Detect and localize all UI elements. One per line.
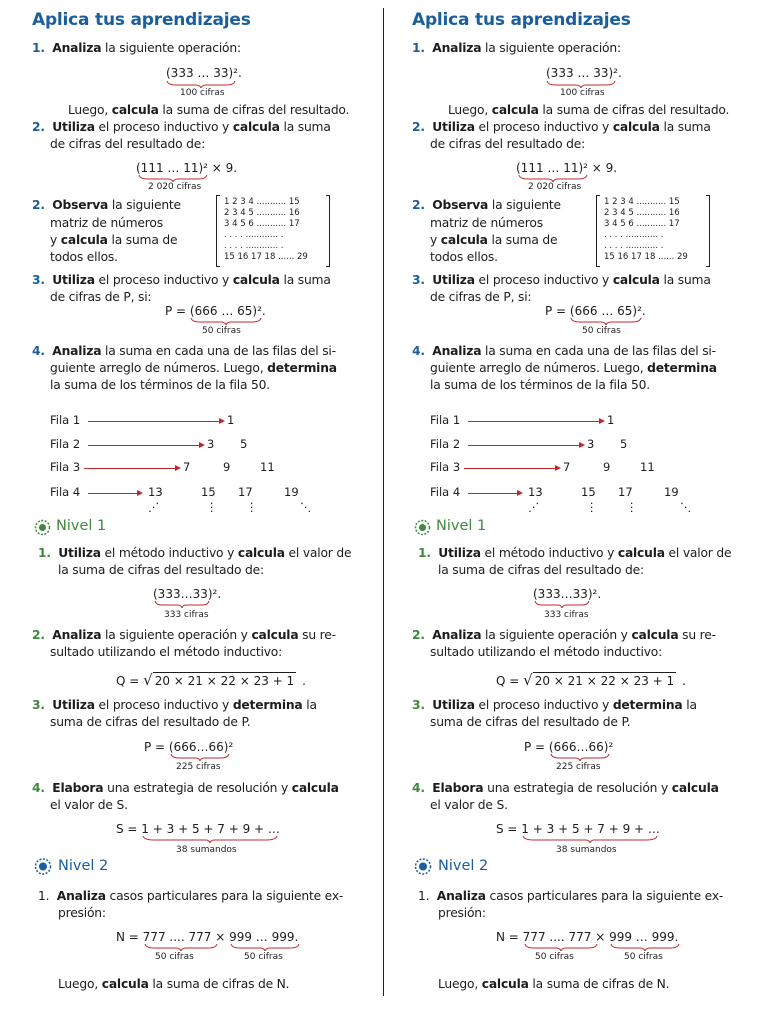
nivel-1-problem-3: 3. Utiliza el proceso inductivo y determina la xyxy=(412,698,697,712)
problem-text-line: de cifras de P, si: xyxy=(430,290,532,304)
nivel-1-icon xyxy=(414,519,431,536)
matrix-row: . . . . ............ . xyxy=(224,241,284,251)
matrix-row: 2 3 4 5 ........... 16 xyxy=(224,208,300,218)
fila-number: 7 xyxy=(183,460,191,474)
number-matrix xyxy=(216,195,330,267)
problem-1: 1. Analiza la siguiente operación: xyxy=(412,41,621,55)
fila-number: 1 xyxy=(227,413,235,427)
fila-label: Fila 1 xyxy=(50,413,81,427)
arrow-icon xyxy=(468,421,602,422)
formula: P = (666…66)² xyxy=(524,740,614,754)
arrow-icon xyxy=(88,493,140,494)
underbrace-label: 50 cifras xyxy=(244,952,283,962)
underbrace-label: 225 cifras xyxy=(556,762,601,772)
underbrace xyxy=(518,174,588,182)
problem-text-line: presión: xyxy=(438,906,486,920)
underbrace xyxy=(570,317,642,325)
fila-number: 3 xyxy=(587,437,595,451)
problem-2: 2. Utiliza el proceso inductivo y calcula la suma xyxy=(412,120,711,134)
problem-4: 3. Utiliza el proceso inductivo y calcula la suma xyxy=(32,273,331,287)
problem-text-line: la suma de los términos de la fila 50. xyxy=(50,378,270,392)
nivel-1-problem-2: 2. Analiza la siguiente operación y calcula su re- xyxy=(32,628,336,642)
nivel-1-problem-2: 2. Analiza la siguiente operación y calcula su re- xyxy=(412,628,716,642)
underbrace-label: 38 sumandos xyxy=(176,845,237,855)
underbrace-label: 38 sumandos xyxy=(556,845,617,855)
fila-number: 9 xyxy=(603,460,611,474)
arrow-icon xyxy=(468,445,582,446)
fila-number: 3 xyxy=(207,437,215,451)
problem-text: la siguiente operación: xyxy=(101,41,241,55)
nivel-1-label: Nivel 1 xyxy=(56,518,107,534)
underbrace-label: 50 cifras xyxy=(535,952,574,962)
underbrace-label: 50 cifras xyxy=(582,326,621,336)
problem-1 xyxy=(32,40,241,57)
problem-text-line: Luego, calcula la suma de cifras del resultado. xyxy=(68,103,350,117)
underbrace xyxy=(166,80,236,88)
matrix-row: . . . . ............ . xyxy=(604,230,664,240)
underbrace xyxy=(550,753,610,761)
matrix-row: . . . . ............ . xyxy=(224,230,284,240)
fila-number: 11 xyxy=(640,460,655,474)
fila-label: Fila 4 xyxy=(50,485,81,499)
fila-number: 1 xyxy=(607,413,615,427)
arrow-icon xyxy=(88,445,202,446)
underbrace xyxy=(142,835,278,843)
underbrace xyxy=(190,317,262,325)
underbrace xyxy=(154,600,210,608)
problem-text-line: matriz de números xyxy=(430,216,543,230)
problem-text-line: de cifras de P, si: xyxy=(50,290,152,304)
fila-number: 17 xyxy=(618,485,633,499)
formula: (333…33)². xyxy=(153,587,222,601)
fila-number: 13 xyxy=(528,485,543,499)
problem-number: 1. xyxy=(32,41,45,55)
underbrace xyxy=(524,943,598,951)
continuation-dots: ⋰ xyxy=(528,500,540,514)
fila-number: 7 xyxy=(563,460,571,474)
arrow-icon xyxy=(464,468,558,469)
problem-text-line: suma de cifras del resultado de P. xyxy=(50,715,251,729)
fila-number: 5 xyxy=(240,437,248,451)
problem-text-line: presión: xyxy=(58,906,106,920)
problem-text-line: sultado utilizando el método inductivo: xyxy=(50,645,283,659)
fila-label: Fila 4 xyxy=(430,485,461,499)
underbrace xyxy=(546,80,616,88)
underbrace-label: 50 cifras xyxy=(155,952,194,962)
formula: N = 777 .... 777 × 999 … 999. xyxy=(496,930,679,944)
nivel-1-problem-4: 4. Elabora una estrategia de resolución y calcula xyxy=(32,781,339,795)
problem-text-line: la suma de los términos de la fila 50. xyxy=(430,378,650,392)
matrix-row: 15 16 17 18 ...... 29 xyxy=(604,252,688,262)
formula: (333 … 33)². xyxy=(546,66,622,80)
underbrace xyxy=(534,600,590,608)
fila-label: Fila 3 xyxy=(50,460,81,474)
underbrace-label: 225 cifras xyxy=(176,762,221,772)
problem-text-line: y calcula la suma de xyxy=(430,233,558,247)
problem-text-line: Luego, calcula la suma de cifras de N. xyxy=(58,977,290,991)
fila-label: Fila 3 xyxy=(430,460,461,474)
nivel-1-icon xyxy=(34,519,51,536)
underbrace xyxy=(522,835,658,843)
fila-number: 13 xyxy=(148,485,163,499)
radical-formula: Q = √ 20 × 21 × 22 × 23 + 1 . xyxy=(496,671,686,689)
underbrace-label: 50 cifras xyxy=(202,326,241,336)
nivel-1-problem-4: 4. Elabora una estrategia de resolución y calcula xyxy=(412,781,719,795)
underbrace xyxy=(610,943,680,951)
problem-text-line: y calcula la suma de xyxy=(50,233,178,247)
problem-text-line: todos ellos. xyxy=(430,250,498,264)
underbrace-label: 333 cifras xyxy=(544,610,589,620)
matrix-row: 3 4 5 6 ........... 17 xyxy=(604,219,680,229)
nivel-2-label: Nivel 2 xyxy=(438,858,489,874)
problem-3: 2. Observa la siguiente xyxy=(412,198,561,212)
continuation-dots: ⋮ xyxy=(206,500,218,514)
number-matrix xyxy=(596,195,710,267)
problem-text-line: Luego, calcula la suma de cifras del resultado. xyxy=(448,103,730,117)
fila-label: Fila 2 xyxy=(50,437,81,451)
problem-text-line: matriz de números xyxy=(50,216,163,230)
matrix-row: 1 2 3 4 ........... 15 xyxy=(604,197,680,207)
formula: (333 … 33)². xyxy=(166,66,242,80)
problem-text-line: suma de cifras del resultado de P. xyxy=(430,715,631,729)
problem-text-line: guiente arreglo de números. Luego, determina xyxy=(50,361,337,375)
problem-5: 4. Analiza la suma en cada una de las filas del si- xyxy=(412,344,716,358)
fila-number: 15 xyxy=(201,485,216,499)
formula: S = 1 + 3 + 5 + 7 + 9 + … xyxy=(496,822,660,836)
continuation-dots: ⋮ xyxy=(246,500,258,514)
fila-number: 9 xyxy=(223,460,231,474)
formula: N = 777 .... 777 × 999 … 999. xyxy=(116,930,299,944)
underbrace xyxy=(170,753,230,761)
nivel-1-problem-1: 1. Utiliza el método inductivo y calcula el valor de xyxy=(38,546,352,560)
problem-text-line: sultado utilizando el método inductivo: xyxy=(430,645,663,659)
underbrace-label: 50 cifras xyxy=(624,952,663,962)
arrow-icon xyxy=(84,468,178,469)
arrow-icon xyxy=(468,493,520,494)
nivel-1-problem-3: 3. Utiliza el proceso inductivo y determina la xyxy=(32,698,317,712)
problem-text-line: Luego, calcula la suma de cifras de N. xyxy=(438,977,670,991)
underbrace-label: 100 cifras xyxy=(180,88,225,98)
section-title: Aplica tus aprendizajes xyxy=(32,10,251,30)
matrix-row: 3 4 5 6 ........... 17 xyxy=(224,219,300,229)
continuation-dots: ⋱ xyxy=(300,500,312,514)
fila-number: 11 xyxy=(260,460,275,474)
fila-number: 19 xyxy=(284,485,299,499)
continuation-dots: ⋮ xyxy=(586,500,598,514)
continuation-dots: ⋮ xyxy=(626,500,638,514)
problem-text-line: de cifras del resultado de: xyxy=(430,137,586,151)
arrow-icon xyxy=(88,421,222,422)
formula: (111 … 11)² × 9. xyxy=(136,161,238,175)
continuation-dots: ⋱ xyxy=(680,500,692,514)
problem-text-line: de cifras del resultado de: xyxy=(50,137,206,151)
formula: P = (666 … 65)². xyxy=(165,304,266,318)
section-title: Aplica tus aprendizajes xyxy=(412,10,631,30)
underbrace-label: 333 cifras xyxy=(164,610,209,620)
fila-number: 5 xyxy=(620,437,628,451)
problem-3: 2. Observa la siguiente xyxy=(32,198,181,212)
fila-number: 15 xyxy=(581,485,596,499)
nivel-2-problem-1: 1. Analiza casos particulares para la siguiente ex- xyxy=(418,889,724,903)
underbrace xyxy=(138,174,208,182)
column-divider xyxy=(383,8,384,996)
problem-text-line: la suma de cifras del resultado de: xyxy=(438,563,644,577)
radical-formula: Q = √ 20 × 21 × 22 × 23 + 1 . xyxy=(116,671,306,689)
matrix-row: 1 2 3 4 ........... 15 xyxy=(224,197,300,207)
formula: P = (666…66)² xyxy=(144,740,234,754)
formula: (111 … 11)² × 9. xyxy=(516,161,618,175)
nivel-2-icon xyxy=(34,858,52,875)
nivel-1-label: Nivel 1 xyxy=(436,518,487,534)
problem-text-line: el valor de S. xyxy=(430,798,508,812)
fila-number: 17 xyxy=(238,485,253,499)
problem-text-line: guiente arreglo de números. Luego, determina xyxy=(430,361,717,375)
underbrace-label: 100 cifras xyxy=(560,88,605,98)
matrix-row: 15 16 17 18 ...... 29 xyxy=(224,252,308,262)
underbrace-label: 2 020 cifras xyxy=(148,182,202,192)
left-column xyxy=(20,0,392,1024)
fila-label: Fila 2 xyxy=(430,437,461,451)
nivel-2-icon xyxy=(414,858,432,875)
problem-text-line: todos ellos. xyxy=(50,250,118,264)
underbrace xyxy=(144,943,218,951)
fila-label: Fila 1 xyxy=(430,413,461,427)
matrix-row: 2 3 4 5 ........... 16 xyxy=(604,208,680,218)
matrix-row: . . . . ............ . xyxy=(604,241,664,251)
underbrace-label: 2 020 cifras xyxy=(528,182,582,192)
underbrace xyxy=(230,943,300,951)
problem-4: 3. Utiliza el proceso inductivo y calcula la suma xyxy=(412,273,711,287)
problem-text-line: el valor de S. xyxy=(50,798,128,812)
formula: P = (666 … 65)². xyxy=(545,304,646,318)
nivel-1-problem-1: 1. Utiliza el método inductivo y calcula el valor de xyxy=(418,546,732,560)
fila-number: 19 xyxy=(664,485,679,499)
verb: Analiza xyxy=(52,41,102,55)
problem-5: 4. Analiza la suma en cada una de las filas del si- xyxy=(32,344,336,358)
right-column xyxy=(400,0,768,1024)
formula: S = 1 + 3 + 5 + 7 + 9 + … xyxy=(116,822,280,836)
nivel-2-problem-1: 1. Analiza casos particulares para la siguiente ex- xyxy=(38,889,344,903)
problem-2: 2. Utiliza el proceso inductivo y calcula la suma xyxy=(32,120,331,134)
formula: (333…33)². xyxy=(533,587,602,601)
continuation-dots: ⋰ xyxy=(148,500,160,514)
problem-text-line: la suma de cifras del resultado de: xyxy=(58,563,264,577)
nivel-2-label: Nivel 2 xyxy=(58,858,109,874)
